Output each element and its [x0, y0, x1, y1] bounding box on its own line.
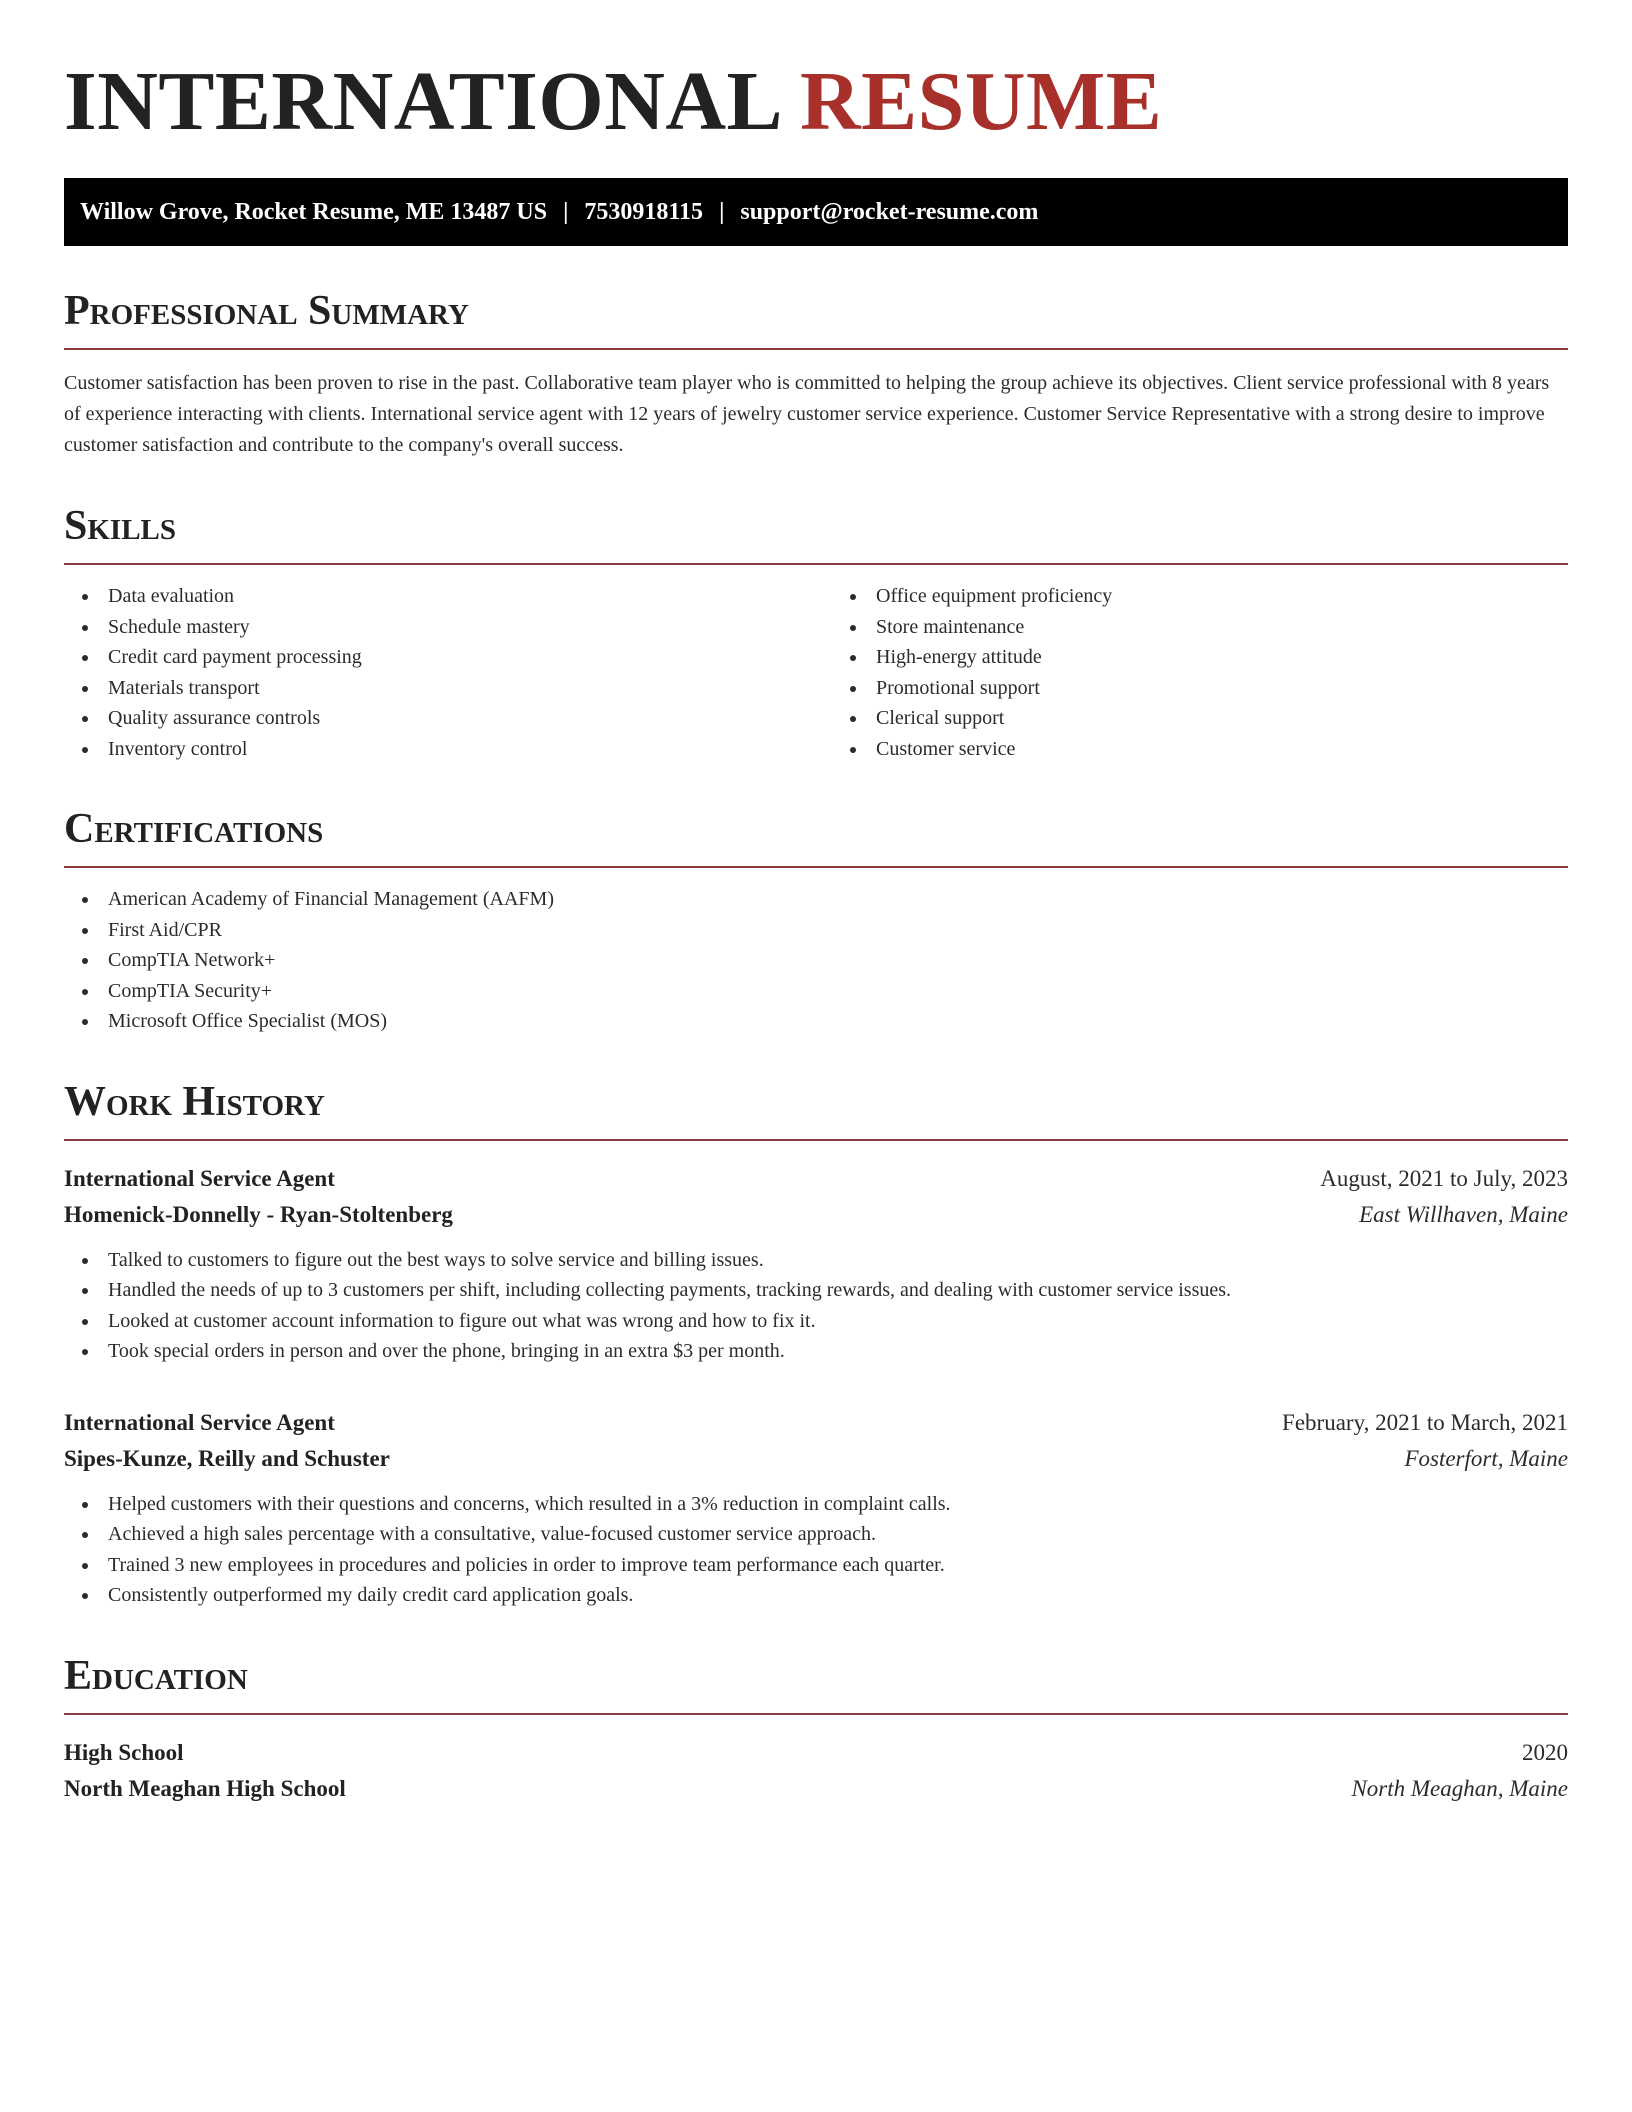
job-location: Fosterfort, Maine: [1404, 1445, 1568, 1471]
skill-item: Store maintenance: [832, 612, 1568, 643]
skill-item: Promotional support: [832, 673, 1568, 704]
job-entry: [64, 1405, 1568, 1611]
contact-address: Willow Grove, Rocket Resume, ME 13487 US: [80, 198, 548, 225]
job-bullet: Consistently outperformed my daily credit card application goals.: [64, 1580, 1568, 1611]
skill-item: Office equipment proficiency: [832, 581, 1568, 612]
skills-list-right: [832, 581, 1568, 764]
job-bullet: Helped customers with their questions and concerns, which resulted in a 3% reduction in complaint calls.: [64, 1489, 1568, 1520]
education-year: 2020: [1522, 1739, 1568, 1765]
contact-bar: [64, 178, 1568, 246]
certification-item: First Aid/CPR: [64, 915, 1568, 946]
resume-title: [64, 0, 1568, 148]
education-header-row: [64, 1735, 1568, 1771]
skill-item: Clerical support: [832, 703, 1568, 734]
job-company: Homenick-Donnelly - Ryan-Stoltenberg: [64, 1201, 453, 1227]
job-header-row: [64, 1161, 1568, 1197]
education-school: North Meaghan High School: [64, 1775, 346, 1801]
contact-separator: |: [563, 198, 569, 225]
skills-list-left: [64, 581, 816, 764]
summary-section: [64, 290, 1568, 461]
contact-separator: |: [719, 198, 725, 225]
education-school-row: [64, 1771, 1568, 1807]
education-section: [64, 1652, 1568, 1807]
certifications-heading: Certifications: [64, 808, 1568, 868]
skill-item: Credit card payment processing: [64, 642, 816, 673]
job-bullet: Achieved a high sales percentage with a consultative, value-focused customer service approach.: [64, 1519, 1568, 1550]
summary-text: Customer satisfaction has been proven to rise in the past. Collaborative team player who is committed to helping the group achieve its objectives. Client service professional with 8 years of experience interacting with clients. International service agent with 12 years of jewelry customer service experience. Customer Service Representative with a strong desire to improve customer satisfaction and contribute to the company's overall success.: [64, 372, 1550, 457]
job-company-row: [64, 1197, 1568, 1233]
skill-item: Materials transport: [64, 673, 816, 704]
job-dates: August, 2021 to July, 2023: [1320, 1165, 1568, 1191]
title-main: INTERNATIONAL: [64, 55, 779, 148]
job-company-row: [64, 1441, 1568, 1477]
certification-item: Microsoft Office Specialist (MOS): [64, 1006, 1568, 1037]
job-bullet: Trained 3 new employees in procedures and policies in order to improve team performance each quarter.: [64, 1550, 1568, 1581]
skill-item: Quality assurance controls: [64, 703, 816, 734]
title-accent: RESUME: [799, 55, 1163, 148]
contact-phone: 7530918115: [584, 198, 704, 225]
job-company: Sipes-Kunze, Reilly and Schuster: [64, 1445, 390, 1471]
job-bullet: Looked at customer account information to figure out what was wrong and how to fix it.: [64, 1306, 1568, 1337]
job-dates: February, 2021 to March, 2021: [1282, 1409, 1568, 1435]
job-title: International Service Agent: [64, 1409, 335, 1435]
job-bullet: Handled the needs of up to 3 customers per shift, including collecting payments, tracking rewards, and dealing with customer service issues.: [64, 1275, 1568, 1306]
work-history-section: [64, 1078, 1568, 1611]
summary-heading: Professional Summary: [64, 290, 1568, 350]
education-heading: Education: [64, 1655, 1568, 1715]
job-bullet: Took special orders in person and over the phone, bringing in an extra $3 per month.: [64, 1336, 1568, 1367]
job-header-row: [64, 1405, 1568, 1441]
education-entry: [64, 1735, 1568, 1807]
skill-item: High-energy attitude: [832, 642, 1568, 673]
skills-section: [64, 505, 1568, 764]
certification-item: American Academy of Financial Management (AAFM): [64, 884, 1568, 915]
skills-heading: Skills: [64, 505, 1568, 565]
skill-item: Inventory control: [64, 734, 816, 765]
certifications-list: [64, 884, 1568, 1037]
education-degree: High School: [64, 1739, 184, 1765]
contact-email: support@rocket-resume.com: [740, 198, 1039, 225]
job-bullets: [64, 1489, 1568, 1611]
certifications-section: [64, 808, 1568, 1037]
job-entry: [64, 1161, 1568, 1367]
job-bullet: Talked to customers to figure out the best ways to solve service and billing issues.: [64, 1245, 1568, 1276]
skills-grid: [64, 565, 1568, 764]
certification-item: CompTIA Network+: [64, 945, 1568, 976]
certification-item: CompTIA Security+: [64, 976, 1568, 1007]
skill-item: Schedule mastery: [64, 612, 816, 643]
skill-item: Customer service: [832, 734, 1568, 765]
skills-column-left: [64, 565, 816, 764]
job-location: East Willhaven, Maine: [1359, 1201, 1568, 1227]
skills-column-right: [816, 565, 1568, 764]
work-history-heading: Work History: [64, 1081, 1568, 1141]
skill-item: Data evaluation: [64, 581, 816, 612]
job-title: International Service Agent: [64, 1165, 335, 1191]
job-bullets: [64, 1245, 1568, 1367]
education-location: North Meaghan, Maine: [1351, 1775, 1568, 1801]
